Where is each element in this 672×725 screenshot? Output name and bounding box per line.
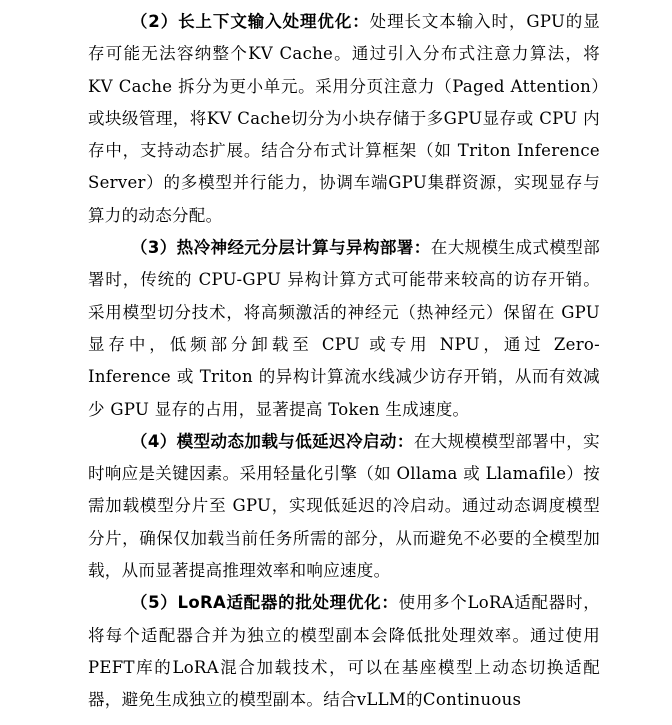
paragraph-dynamic-loading <box>88 426 600 587</box>
paragraph-long-context <box>88 6 600 232</box>
document-page <box>88 6 600 717</box>
paragraph-body: 在大规模生成式模型部署时，传统的 CPU-GPU 异构计算方式可能带来较高的访存开销。采用模型切分技术，将高频激活的神经元（热神经元）保留在 GPU 显存中，低频部分卸载至 CPU 或专用 NPU，通过 Zero-Inference 或 Triton 的异构计算流水线减少访存开销，从而有效减少 GPU 显存的占用，显著提高 Token 生成速度。 <box>88 238 601 419</box>
paragraph-body: 在大规模模型部署中，实时响应是关键因素。采用轻量化引擎（如 Ollama 或 Llamafile）按需加载模型分片至 GPU，实现低延迟的冷启动。通过动态调度模型分片，确保仅加载当前任务所需的部分，从而避免不必要的全模型加载，从而显著提高推理效率和响应速度。 <box>88 431 600 581</box>
paragraph-body: 处理长文本输入时，GPU的显存可能无法容纳整个KV Cache。通过引入分布式注意力算法，将 KV Cache 拆分为更小单元。采用分页注意力（Paged Attention）或块级管理，将KV Cache切分为小块存储于多GPU显存或 CPU 内存中，支持动态扩展。结合分布式计算框架（如 Triton Inference Server）的多模型并行能力，协调车端GPU集群资源，实现显存与算力的动态分配。 <box>88 12 600 225</box>
paragraph-heading: （3）热冷神经元分层计算与异构部署： <box>130 238 431 258</box>
paragraph-heading: （2）长上下文输入处理优化： <box>130 12 370 31</box>
paragraph-hot-cold-neurons <box>88 232 600 426</box>
paragraph-lora-batching <box>88 587 600 716</box>
paragraph-heading: （4）模型动态加载与低延迟冷启动： <box>130 431 414 451</box>
paragraph-body: 使用多个LoRA适配器时，将每个适配器合并为独立的模型副本会降低批处理效率。通过使用PEFT库的LoRA混合加载技术，可以在基座模型上动态切换适配器，避免生成独立的模型副本。结合vLLM的Continuous <box>88 593 600 710</box>
paragraph-heading: （5）LoRA适配器的批处理优化： <box>130 593 399 613</box>
